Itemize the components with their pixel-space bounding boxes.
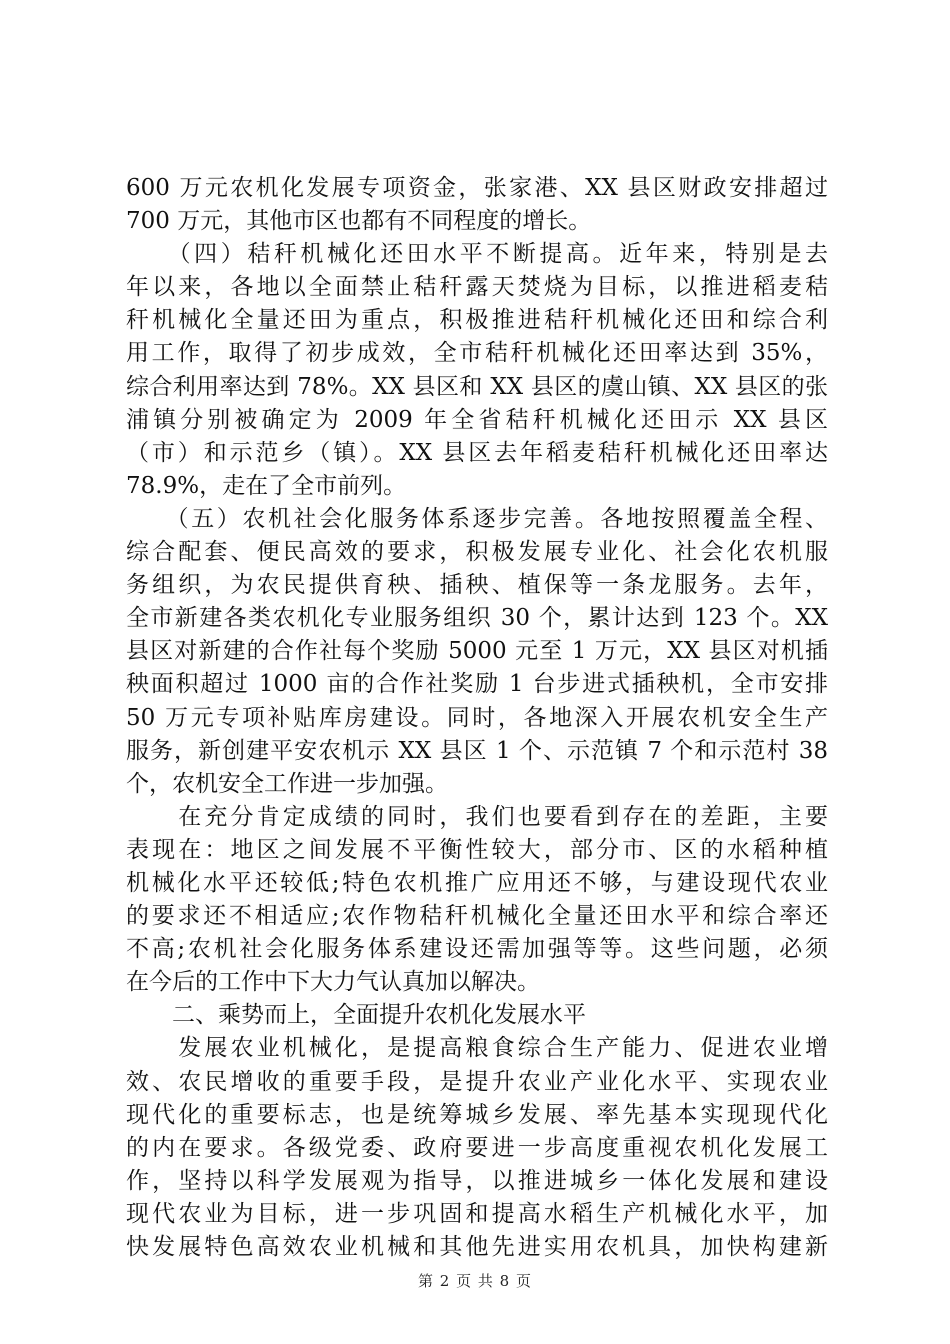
document-body xyxy=(126,172,828,1264)
text-line: 的内在要求。各级党委、政府要进一步高度重视农机化发展工 xyxy=(126,1134,828,1161)
text-line: 效、农民增收的重要手段，是提升农业产业化水平、实现农业 xyxy=(126,1068,828,1095)
text-line: 个，农机安全工作进一步加强。 xyxy=(126,770,448,797)
text-line: 全市新建各类农机化专业服务组织 30 个，累计达到 123 个。XX xyxy=(126,605,828,632)
text-line: 78.9%，走在了全市前列。 xyxy=(126,472,407,499)
text-line: 的要求还不相适应;农作物秸秆机械化全量还田水平和综合率还 xyxy=(126,903,828,930)
text-line: （五）农机社会化服务体系逐步完善。各地按照覆盖全程、 xyxy=(126,505,828,532)
text-line: 县区对新建的合作社每个奖励 5000 元至 1 万元，XX 县区对机插 xyxy=(126,638,828,665)
text-line: 现代化的重要标志，也是统筹城乡发展、率先基本实现现代化 xyxy=(126,1101,828,1128)
text-line: 综合配套、便民高效的要求，积极发展专业化、社会化农机服 xyxy=(126,539,828,566)
text-line: 秧面积超过 1000 亩的合作社奖励 1 台步进式插秧机，全市安排 xyxy=(126,671,828,698)
text-line: 机械化水平还较低;特色农机推广应用还不够，与建设现代农业 xyxy=(126,869,828,896)
text-line: 综合利用率达到 78%。XX 县区和 XX 县区的虞山镇、XX 县区的张 xyxy=(126,373,828,400)
text-line: 50 万元专项补贴库房建设。同时，各地深入开展农机安全生产 xyxy=(126,704,828,731)
text-line: 务组织，为农民提供育秧、插秧、植保等一条龙服务。去年， xyxy=(126,572,828,599)
text-line: 表现在：地区之间发展不平衡性较大，部分市、区的水稻种植 xyxy=(126,836,828,863)
text-line: 700 万元，其他市区也都有不同程度的增长。 xyxy=(126,208,592,235)
text-line: 秆机械化全量还田为重点，积极推进秸秆机械化还田和综合利 xyxy=(126,307,828,334)
text-line: 在充分肯定成绩的同时，我们也要看到存在的差距，主要 xyxy=(126,803,828,830)
text-line: （四）秸秆机械化还田水平不断提高。近年来，特别是去 xyxy=(126,241,828,268)
text-line: 现代农业为目标，进一步巩固和提高水稻生产机械化水平，加 xyxy=(126,1200,828,1227)
text-line: （市）和示范乡（镇）。XX 县区去年稻麦秸秆机械化还田率达 xyxy=(126,439,828,466)
text-line: 年以来，各地以全面禁止秸秆露天焚烧为目标，以推进稻麦秸 xyxy=(126,274,828,301)
text-line: 600 万元农机化发展专项资金，张家港、XX 县区财政安排超过 xyxy=(126,175,828,201)
text-line: 发展农业机械化，是提高粮食综合生产能力、促进农业增 xyxy=(126,1035,828,1062)
text-line: 在今后的工作中下大力气认真加以解决。 xyxy=(126,969,540,996)
text-line: 服务，新创建平安农机示 XX 县区 1 个、示范镇 7 个和示范村 38 xyxy=(126,737,828,764)
text-line: 二、乘势而上，全面提升农机化发展水平 xyxy=(126,1002,586,1029)
text-line: 不高;农机社会化服务体系建设还需加强等等。这些问题，必须 xyxy=(126,936,828,963)
page-footer: 第 2 页 共 8 页 xyxy=(418,1272,532,1290)
text-line: 作，坚持以科学发展观为指导，以推进城乡一体化发展和建设 xyxy=(126,1167,828,1194)
text-line: 快发展特色高效农业机械和其他先进实用农机具，加快构建新 xyxy=(126,1234,828,1260)
text-line: 浦镇分别被确定为 2009 年全省秸秆机械化还田示 XX 县区 xyxy=(126,406,828,433)
text-line: 用工作，取得了初步成效，全市秸秆机械化还田率达到 35%， xyxy=(126,340,828,367)
